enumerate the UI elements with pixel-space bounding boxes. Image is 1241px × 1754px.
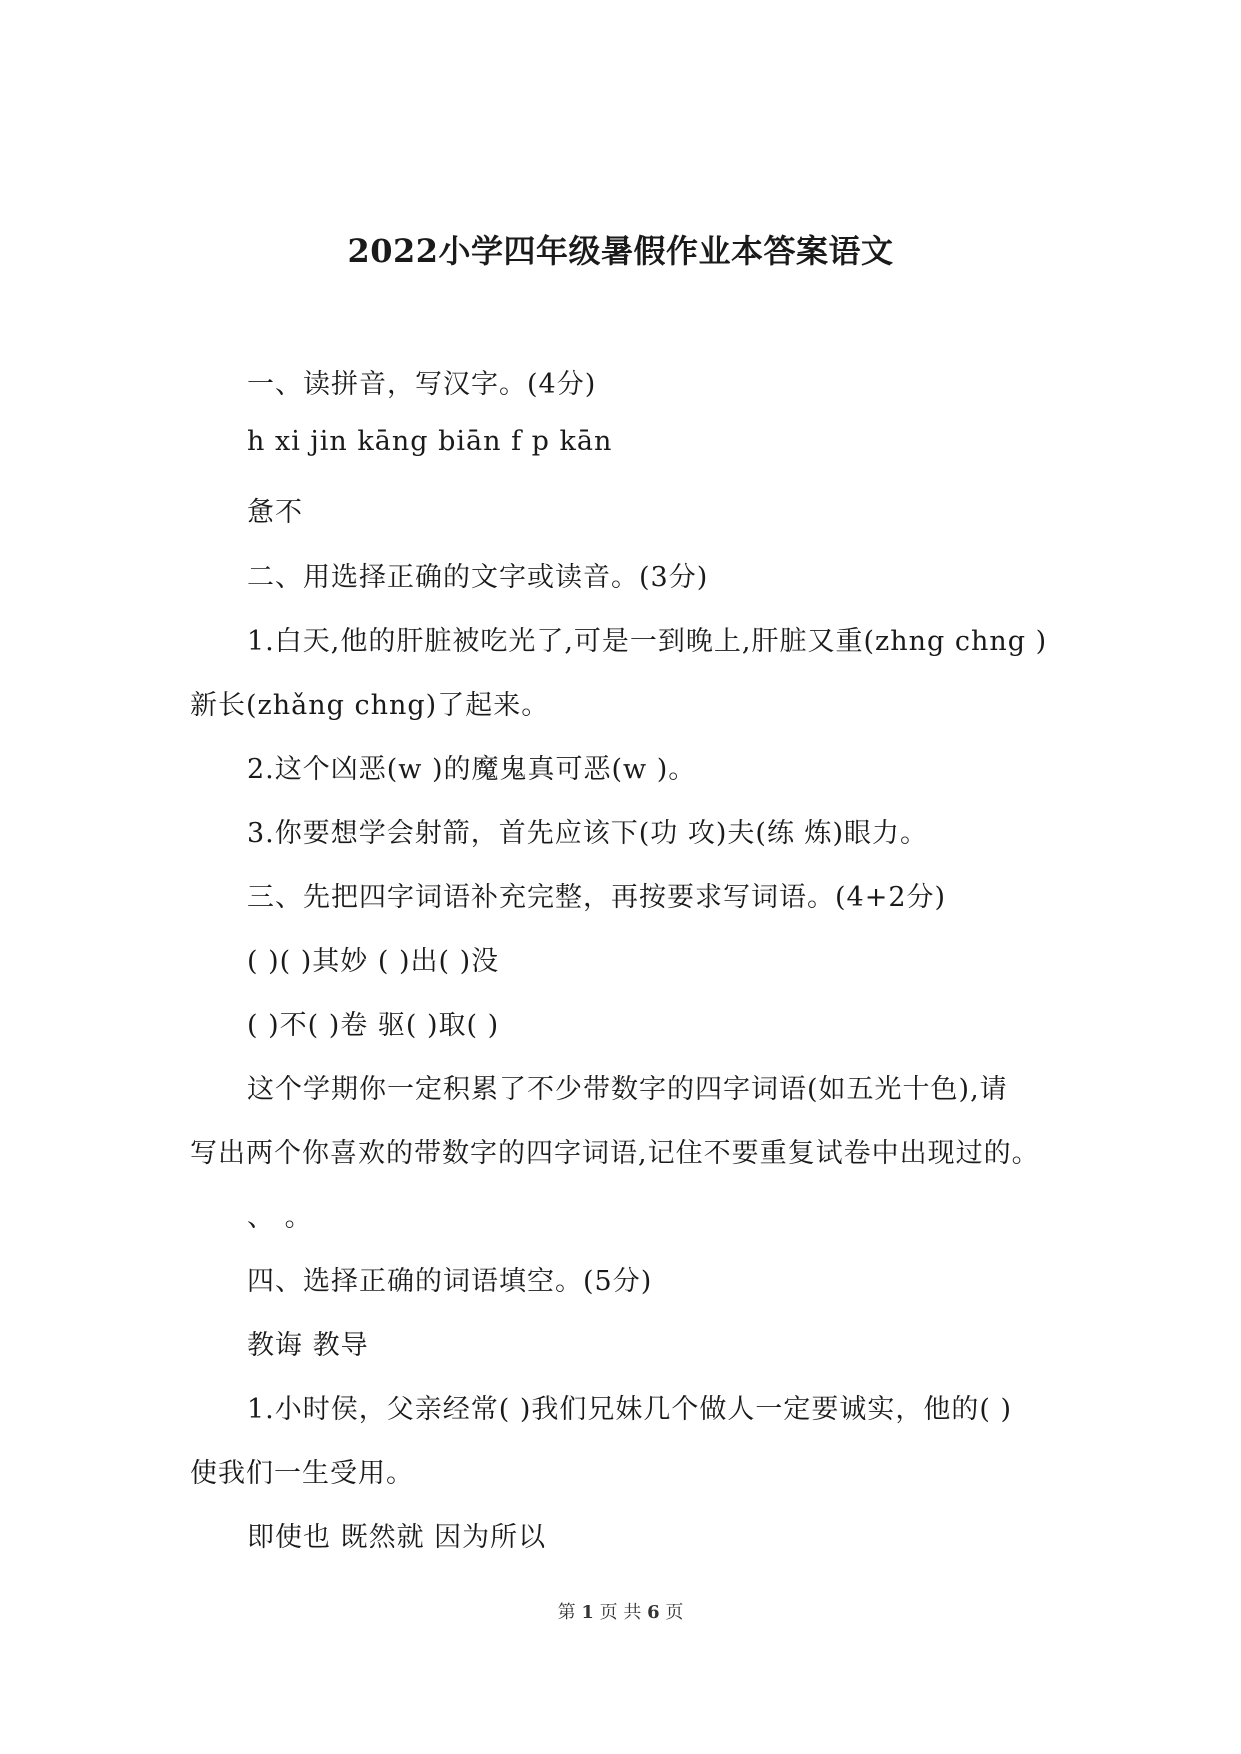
idiom-row-1: ( )( )其妙 ( )出( )没 xyxy=(247,946,500,977)
footer-page-number: 1 xyxy=(581,1602,594,1623)
word-choices: 教诲 教导 xyxy=(247,1330,369,1361)
section-2-heading: 二、用选择正确的文字或读音。(3分) xyxy=(247,562,709,593)
question-2-2: 2.这个凶恶(w )的魔鬼真可恶(w )。 xyxy=(247,754,697,785)
conjunction-choices: 即使也 既然就 因为所以 xyxy=(247,1522,547,1553)
footer-suffix: 页 xyxy=(665,1602,684,1623)
section-3-heading: 三、先把四字词语补充完整，再按要求写词语。(4+2分) xyxy=(247,882,947,913)
question-2-3: 3.你要想学会射箭，首先应该下(功 攻)夫(练 炼)眼力。 xyxy=(247,818,929,849)
question-3-prompt: 这个学期你一定积累了不少带数字的四字词语(如五光十色),请 xyxy=(247,1074,1008,1105)
footer-middle: 页 共 xyxy=(599,1602,642,1623)
pinyin-line: h xi jin kāng biān f p kān xyxy=(247,426,613,457)
question-2-1: 1.白天,他的肝脏被吃光了,可是一到晚上,肝脏又重(zhng chng ) xyxy=(247,626,1048,657)
answer-line: 惫不 xyxy=(247,497,303,528)
question-2-1-cont: 新长(zhǎng chng)了起来。 xyxy=(190,690,550,721)
answer-blank-line: 、 。 xyxy=(247,1202,313,1233)
section-1-heading: 一、读拼音，写汉字。(4分) xyxy=(247,369,597,400)
footer-total-pages: 6 xyxy=(647,1602,660,1623)
document-title: 2022小学四年级暑假作业本答案语文 xyxy=(347,232,894,270)
page-footer xyxy=(0,1598,1241,1624)
footer-prefix: 第 xyxy=(557,1602,576,1623)
section-4-heading: 四、选择正确的词语填空。(5分) xyxy=(247,1266,653,1297)
idiom-row-2: ( )不( )卷 驱( )取( ) xyxy=(247,1010,500,1041)
question-4-1: 1.小时侯，父亲经常( )我们兄妹几个做人一定要诚实，他的( ) xyxy=(247,1394,1013,1425)
question-4-1-cont: 使我们一生受用。 xyxy=(190,1458,414,1489)
question-3-prompt-cont: 写出两个你喜欢的带数字的四字词语,记住不要重复试卷中出现过的。 xyxy=(190,1138,1040,1169)
